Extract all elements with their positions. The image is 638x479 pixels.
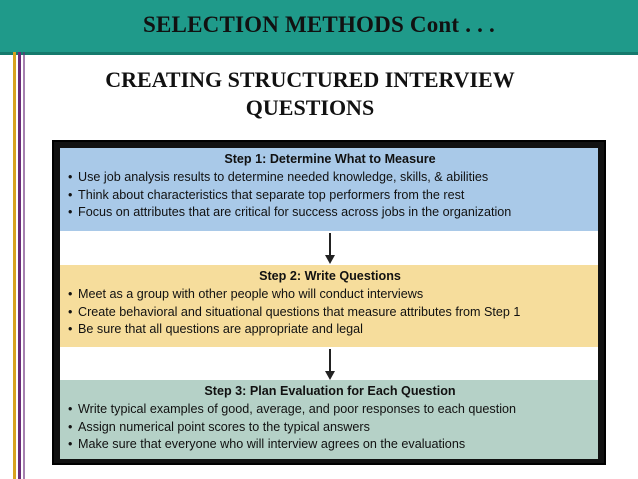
bullet-icon: • xyxy=(68,437,73,451)
step-3-box xyxy=(60,380,598,459)
bullet-icon: • xyxy=(68,187,73,202)
left-accent-bar-purple-thin xyxy=(23,52,25,479)
step-2-bullet-3 xyxy=(68,321,592,339)
process-figure-inner xyxy=(60,148,598,457)
bullet-icon: • xyxy=(68,419,73,434)
bullet-icon: • xyxy=(68,287,73,301)
subtitle-line-2: QUESTIONS xyxy=(245,95,375,120)
bullet-icon: • xyxy=(68,322,73,336)
step-3-bullet-3 xyxy=(68,436,592,454)
step-2-bullet-2 xyxy=(68,304,592,322)
step-3-bullet-1 xyxy=(68,401,592,419)
down-arrow-icon xyxy=(322,231,338,265)
step-2-title: Step 2: Write Questions xyxy=(259,269,401,283)
bullet-text: Assign numerical point scores to the typical answers xyxy=(78,419,370,434)
step-2-bullet-1 xyxy=(68,286,592,304)
bullet-text: Create behavioral and situational questions that measure attributes from Step 1 xyxy=(78,304,521,319)
step-3-title: Step 3: Plan Evaluation for Each Question xyxy=(204,384,456,398)
step-1-title: Step 1: Determine What to Measure xyxy=(224,152,436,166)
bullet-icon: • xyxy=(68,170,73,184)
bullet-text: Use job analysis results to determine needed knowledge, skills, & abilities xyxy=(78,170,489,184)
step-3-bullet-2 xyxy=(68,419,592,437)
step-1-bullet-2 xyxy=(68,187,592,205)
step-1-box xyxy=(60,148,598,231)
process-figure xyxy=(52,140,606,465)
bullet-text: Think about characteristics that separate top performers from the rest xyxy=(78,187,465,202)
bullet-text: Be sure that all questions are appropriate and legal xyxy=(78,322,363,336)
left-accent-bar-purple xyxy=(18,52,21,479)
subtitle-line-1: CREATING STRUCTURED INTERVIEW xyxy=(105,67,515,92)
bullet-text: Meet as a group with other people who will conduct interviews xyxy=(78,287,424,301)
step-2-box xyxy=(60,265,598,347)
bullet-text: Focus on attributes that are critical for success across jobs in the organization xyxy=(78,205,512,219)
slide-title: SELECTION METHODS Cont . . . xyxy=(143,12,495,37)
bullet-text: Make sure that everyone who will interview agrees on the evaluations xyxy=(78,437,466,451)
slide-subtitle xyxy=(70,66,550,122)
down-arrow-icon xyxy=(322,347,338,381)
bullet-icon: • xyxy=(68,205,73,219)
step-1-bullet-1 xyxy=(68,169,592,187)
bullet-icon: • xyxy=(68,402,73,416)
bullet-icon: • xyxy=(68,304,73,319)
left-accent-bar-gold xyxy=(13,52,16,479)
step-1-bullet-3 xyxy=(68,204,592,222)
bullet-text: Write typical examples of good, average, and poor responses to each question xyxy=(78,402,517,416)
